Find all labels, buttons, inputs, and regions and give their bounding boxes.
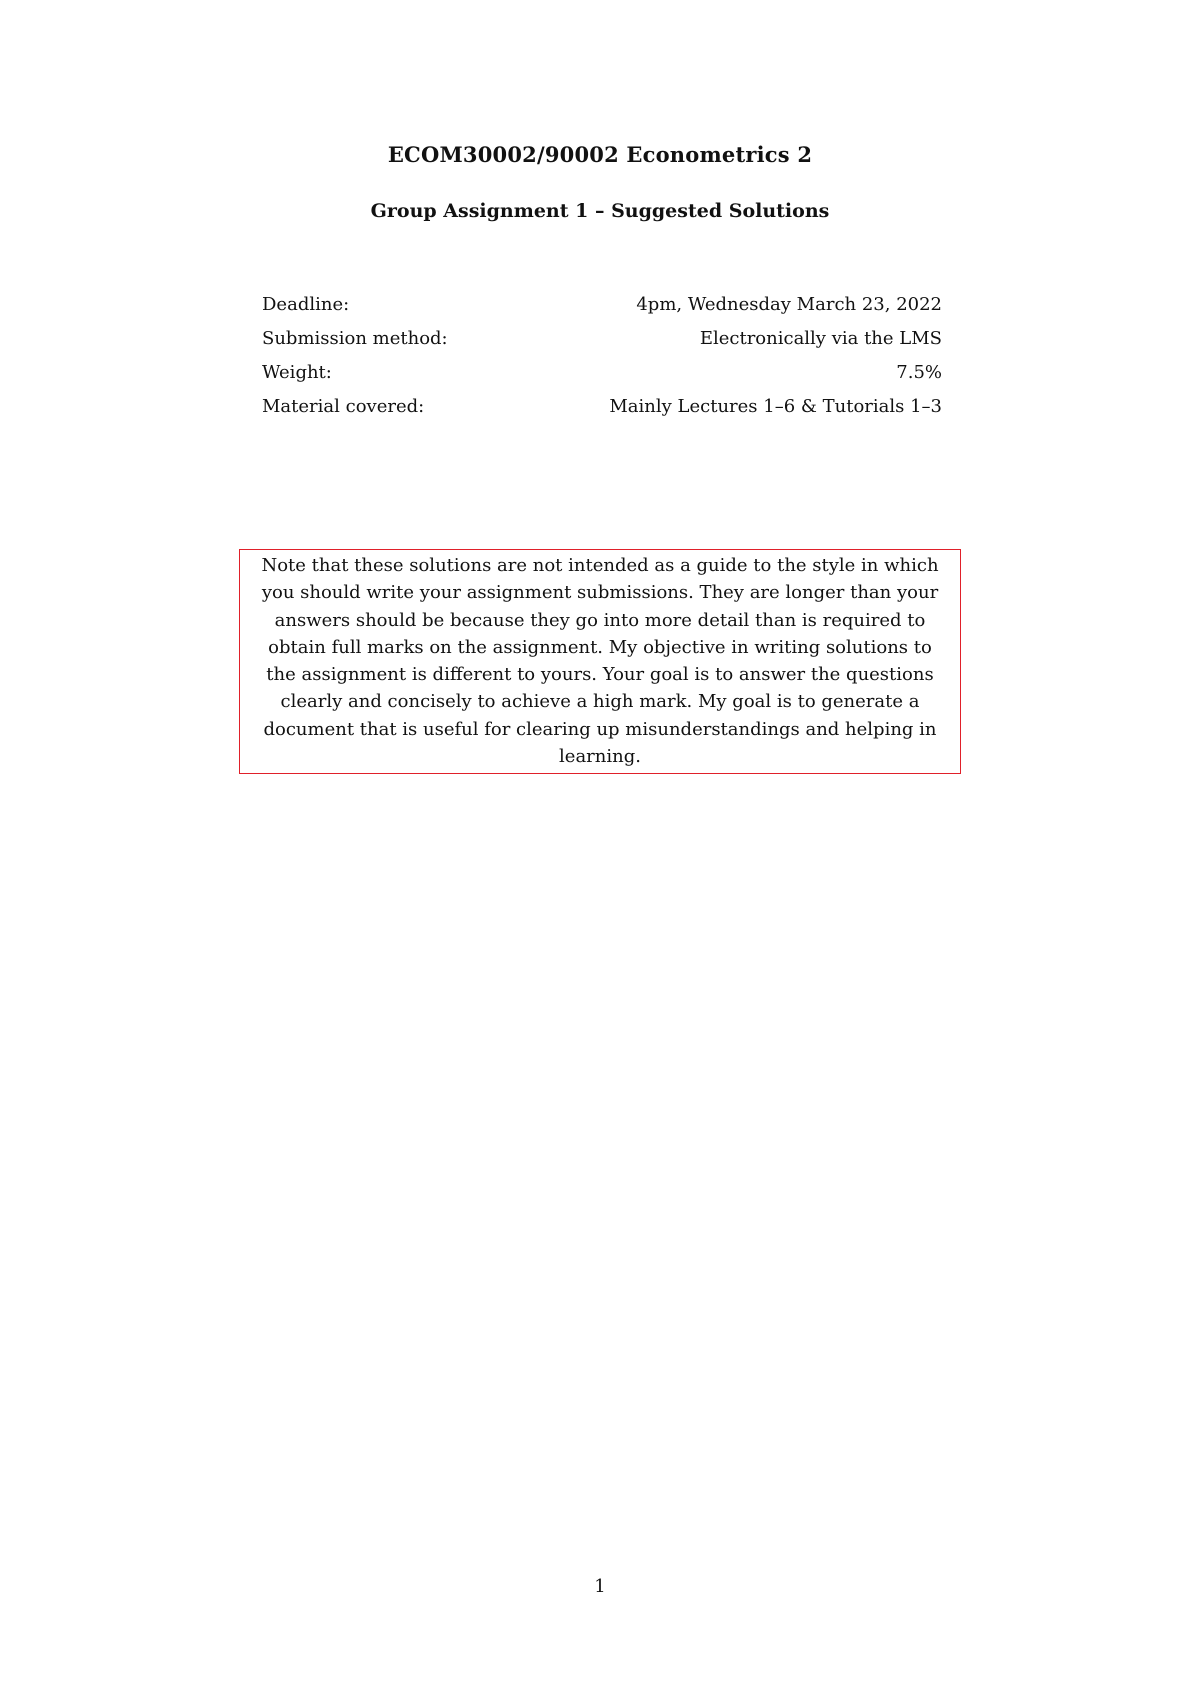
info-label: Submission method: bbox=[262, 328, 448, 349]
page-title: ECOM30002/90002 Econometrics 2 bbox=[387, 142, 813, 167]
solutions-note-box bbox=[239, 549, 961, 774]
info-label: Deadline: bbox=[262, 294, 350, 315]
info-value: 4pm, Wednesday March 23, 2022 bbox=[636, 294, 942, 315]
info-row-deadline bbox=[262, 288, 942, 322]
info-label: Weight: bbox=[262, 362, 332, 383]
info-value: Electronically via the LMS bbox=[699, 328, 942, 349]
info-value: 7.5% bbox=[896, 362, 942, 383]
assignment-info-table bbox=[262, 288, 942, 424]
info-row-material-covered bbox=[262, 390, 942, 424]
page-number: 1 bbox=[594, 1576, 606, 1597]
info-row-submission-method bbox=[262, 322, 942, 356]
info-value: Mainly Lectures 1–6 & Tutorials 1–3 bbox=[609, 396, 942, 417]
page-subtitle: Group Assignment 1 – Suggested Solutions bbox=[370, 200, 830, 222]
info-label: Material covered: bbox=[262, 396, 425, 417]
solutions-note-text: Note that these solutions are not intended as a guide to the style in which you should write your assignment submissions. They are longer than your answers should be because they go into more detail than is required to obtain full marks on the assignment. My objective in writing solutions to the assignment is different to yours. Your goal is to answer the questions clearly and concisely to achieve a high mark. My goal is to generate a document that is useful for clearing up misunderstandings and helping in learning. bbox=[261, 555, 939, 768]
info-row-weight bbox=[262, 356, 942, 390]
